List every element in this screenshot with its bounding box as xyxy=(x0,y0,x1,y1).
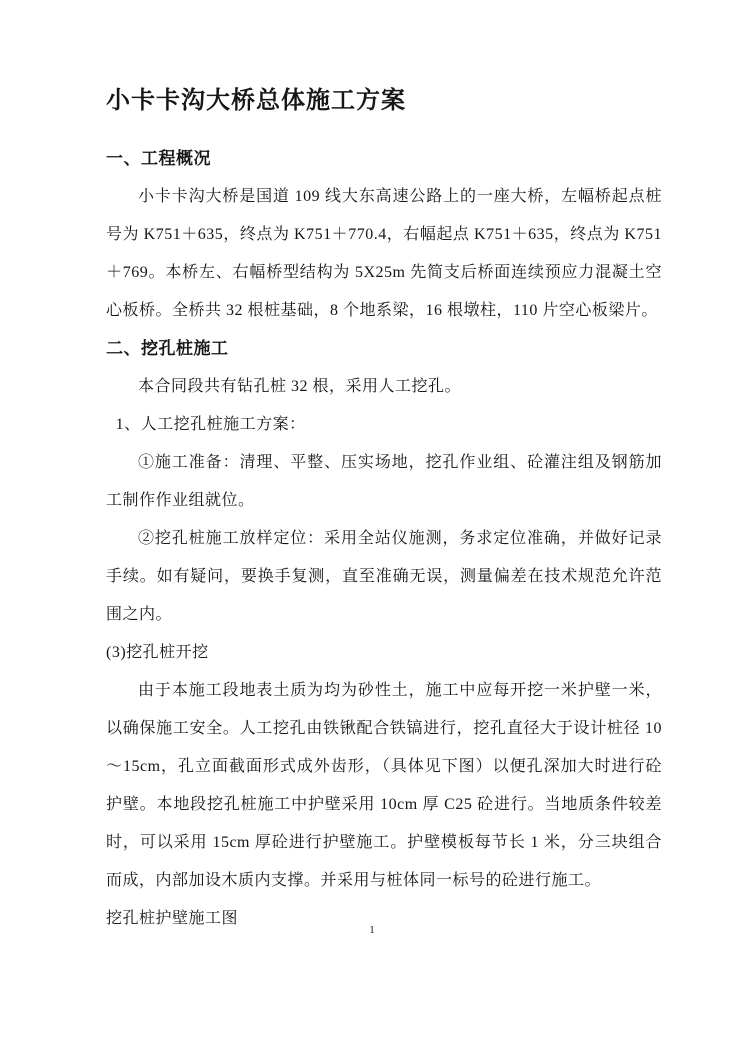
heading-section-2: 二、挖孔桩施工 xyxy=(106,339,229,358)
document-title: 小卡卡沟大桥总体施工方案 xyxy=(106,88,406,114)
page-number: 1 xyxy=(369,924,375,936)
paragraph-project-overview: 小卡卡沟大桥是国道 109 线大东高速公路上的一座大桥，左幅桥起点桩号为 K751＋635，终点为 K751＋770.4，右幅起点 K751＋635，终点为 K751＋769。本桥左、右幅桥型结构为 5X25m 先简支后桥面连续预应力混凝土空心板桥。全桥共 32 根桩基础，8 个地系梁，16 根墩柱，110 片空心板梁片。 xyxy=(106,188,662,319)
paragraph-figure-caption: 挖孔桩护壁施工图 xyxy=(106,910,239,927)
paragraph-step-2-layout: ②挖孔桩施工放样定位：采用全站仪施测，务求定位准确，并做好记录手续。如有疑问，要换手复测，直至准确无误，测量偏差在技术规范允许范围之内。 xyxy=(106,530,662,623)
paragraph-pile-count: 本合同段共有钻孔桩 32 根，采用人工挖孔。 xyxy=(138,378,462,395)
document-content xyxy=(106,80,662,938)
paragraph-step-1-preparation: ①施工准备：清理、平整、压实场地，挖孔作业组、砼灌注组及钢筋加工制作作业组就位。 xyxy=(106,454,662,509)
heading-section-1: 一、工程概况 xyxy=(106,149,211,168)
paragraph-plan-label: 1、人工挖孔桩施工方案： xyxy=(115,416,306,433)
paragraph-excavation-detail: 由于本施工段地表土质为均为砂性土，施工中应每开挖一米护壁一米，以确保施工安全。人工挖孔由铁锹配合铁镐进行，挖孔直径大于设计桩径 10～15cm，孔立面截面形式成外齿形，（具体见下图）以便孔深加大时进行砼护壁。本地段挖孔桩施工中护壁采用 10cm 厚 C25 砼进行。当地质条件较差时，可以采用 15cm 厚砼进行护壁施工。护壁模板每节长 1 米，分三块组合而成，内部加设木质内支撑。并采用与桩体同一标号的砼进行施工。 xyxy=(106,682,662,889)
paragraph-step-3-excavation-label: (3)挖孔桩开挖 xyxy=(106,644,209,661)
